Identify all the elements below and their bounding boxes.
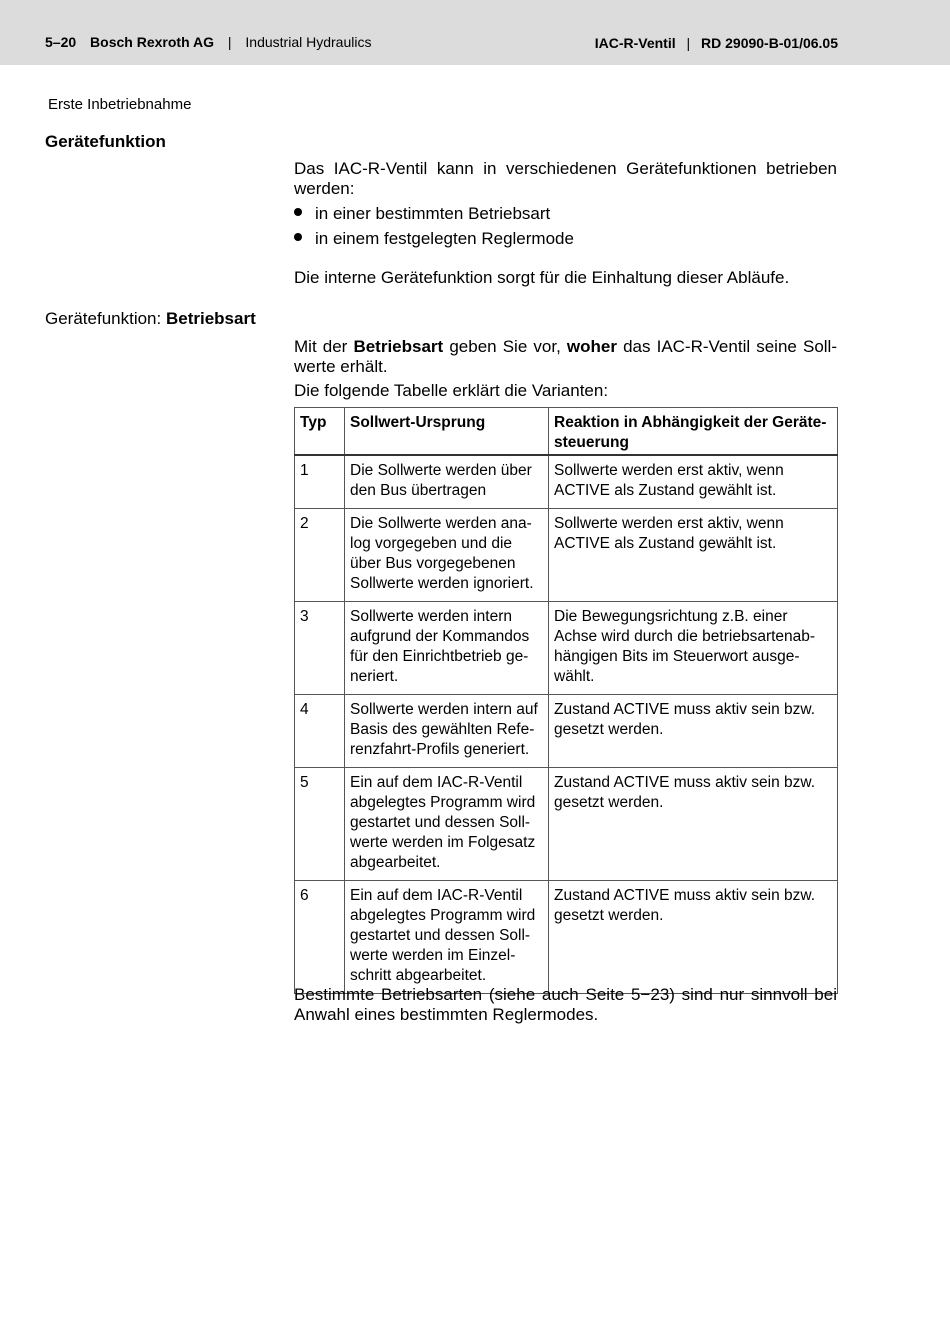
- cell-ursprung: Die Sollwerte werden ana- log vorgegeben und die über Bus vorgegebenen Sollwerte werden ignoriert.: [345, 509, 549, 602]
- column-header-typ: Typ: [295, 408, 345, 456]
- cell-reaktion: Sollwerte werden erst aktiv, wenn ACTIVE als Zustand gewählt ist.: [549, 509, 838, 602]
- cell-reaktion: Sollwerte werden erst aktiv, wenn ACTIVE als Zustand gewählt ist.: [549, 455, 838, 509]
- cell-reaktion: Zustand ACTIVE muss aktiv sein bzw. gesetzt werden.: [549, 768, 838, 881]
- geraetefunktion-note: Die interne Gerätefunktion sorgt für die Einhaltung dieser Abläufe.: [294, 268, 790, 287]
- cell-reaktion: Zustand ACTIVE muss aktiv sein bzw. gesetzt werden.: [549, 881, 838, 994]
- column-header-sollwert-ursprung: Sollwert-Ursprung: [345, 408, 549, 456]
- geraetefunktion-intro: Das IAC-R-Ventil kann in verschiedenen Gerätefunktionen betrieben werden:: [294, 159, 837, 198]
- table-row: [295, 455, 838, 509]
- cell-reaktion: Die Bewegungsrichtung z.B. einer Achse wird durch die betriebsartenab- hängigen Bits im Steuerwort ausge- wählt.: [549, 602, 838, 695]
- table-header-row: [295, 408, 838, 456]
- betriebsart-table: [294, 407, 838, 994]
- text-run-bold: Betriebsart: [353, 337, 444, 356]
- text-run-bold: woher: [566, 337, 617, 356]
- betriebsart-heading: [45, 309, 256, 329]
- page-number: 5–20: [45, 34, 77, 50]
- cell-typ: 2: [295, 509, 345, 602]
- cell-typ: 4: [295, 695, 345, 768]
- cell-typ: 5: [295, 768, 345, 881]
- betriebsart-heading-bold: Betriebsart: [165, 309, 256, 328]
- text-run: das IAC-R-Ventil seine Soll- werte erhält.: [294, 337, 837, 376]
- cell-typ: 6: [295, 881, 345, 994]
- table-row: [295, 768, 838, 881]
- table-row: [295, 881, 838, 994]
- cell-typ: 3: [295, 602, 345, 695]
- page-header: [0, 0, 950, 65]
- bullet-item: [294, 204, 550, 224]
- text-run: geben Sie vor,: [443, 337, 567, 356]
- cell-reaktion: Zustand ACTIVE muss aktiv sein bzw. gesetzt werden.: [549, 695, 838, 768]
- division-name: Industrial Hydraulics: [245, 34, 372, 50]
- cell-ursprung: Sollwerte werden intern aufgrund der Kommandos für den Einrichtbetrieb ge- neriert.: [345, 602, 549, 695]
- header-separator: |: [686, 35, 691, 51]
- cell-ursprung: Sollwerte werden intern auf Basis des gewählten Refe- renzfahrt-Profils generiert.: [345, 695, 549, 768]
- bullet-item: [294, 229, 574, 249]
- bullet-text: in einem festgelegten Reglermode: [315, 229, 574, 248]
- header-separator: |: [227, 34, 232, 50]
- header-left: [45, 34, 371, 50]
- cell-typ: 1: [295, 455, 345, 509]
- section-title: Erste Inbetriebnahme: [48, 96, 192, 113]
- bullet-icon: [294, 208, 302, 216]
- cell-ursprung: Ein auf dem IAC-R-Ventil abgelegtes Programm wird gestartet und dessen Soll- werte werden im Einzel- schritt abgearbeitet.: [345, 881, 549, 994]
- product-name: IAC-R-Ventil: [594, 35, 676, 51]
- betriebsart-heading-prefix: Gerätefunktion:: [45, 309, 166, 328]
- geraetefunktion-heading: Gerätefunktion: [45, 132, 166, 151]
- table-intro: Die folgende Tabelle erklärt die Varianten:: [294, 381, 609, 400]
- bullet-icon: [294, 233, 302, 241]
- column-header-reaktion: Reaktion in Abhängigkeit der Geräte- steuerung: [549, 408, 838, 456]
- table-row: [295, 695, 838, 768]
- betriebsart-paragraph: [294, 337, 837, 377]
- table-row: [295, 509, 838, 602]
- table-row: [295, 602, 838, 695]
- document-id: RD 29090-B-01/06.05: [701, 35, 838, 51]
- cell-ursprung: Die Sollwerte werden über den Bus übertragen: [345, 455, 549, 509]
- header-right: [595, 35, 838, 51]
- footer-note: Bestimmte Betriebsarten (siehe auch Seite 5−23) sind nur sinnvoll bei Anwahl eines bestimmten Reglermodes.: [294, 985, 837, 1024]
- company-name: Bosch Rexroth AG: [90, 34, 214, 50]
- text-run: Mit der: [294, 337, 354, 356]
- bullet-text: in einer bestimmten Betriebsart: [315, 204, 551, 223]
- cell-ursprung: Ein auf dem IAC-R-Ventil abgelegtes Programm wird gestartet und dessen Soll- werte werden im Folgesatz abgearbeitet.: [345, 768, 549, 881]
